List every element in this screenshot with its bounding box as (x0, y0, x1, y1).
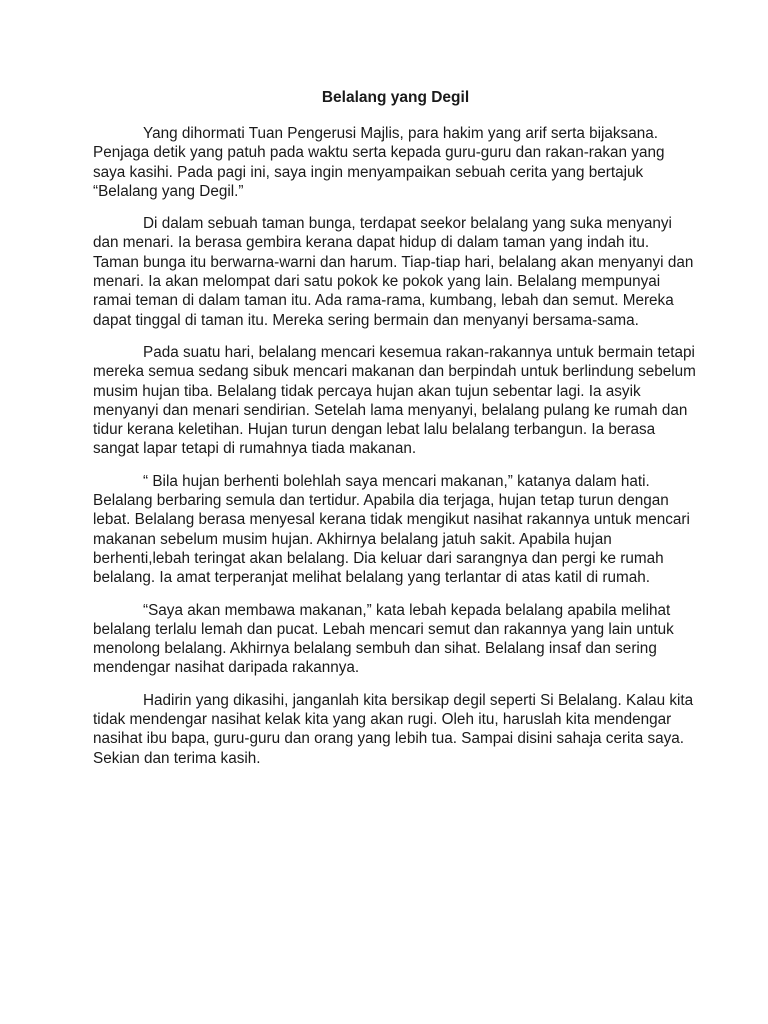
document-title: Belalang yang Degil (321, 89, 470, 106)
paragraph-recovery: “Saya akan membawa makanan,” kata lebah kepada belalang apabila melihat belalang terlalu lemah dan pucat. Lebah mencari semut dan rakannya yang lain untuk menolong belalang. Akhirnya belalang sembuh dan sihat. Belalang insaf dan sering mendengar nasihat daripada rakannya. (93, 601, 674, 677)
paragraph-rain: Pada suatu hari, belalang mencari kesemua rakan-rakannya untuk bermain tetapi mereka semua sedang sibuk mencari makanan dan berpindah untuk berlindung sebelum musim hujan tiba. Belalang tidak percaya hujan akan tujun sebentar lagi. Ia asyik menyanyi dan menari sendirian. Setelah lama menyanyi, belalang pulang ke rumah dan tidur kerana keletihan. Hujan turun dengan lebat lalu belalang terbangun. Ia berasa sangat lapar tetapi di rumahnya tiada makanan. (93, 343, 696, 458)
paragraph-garden: Di dalam sebuah taman bunga, terdapat seekor belalang yang suka menyanyi dan menari. Ia berasa gembira kerana dapat hidup di dalam taman yang indah itu. Taman bunga itu berwarna-warni dan harum. Tiap-tiap hari, belalang akan menyanyi dan menari. Ia akan melompat dari satu pokok ke pokok yang lain. Belalang mempunyai ramai teman di dalam taman itu. Ada rama-rama, kumbang, lebah dan semut. Mereka dapat tinggal di taman itu. Mereka sering bermain dan menyanyi bersama-sama. (93, 215, 694, 329)
paragraph-closing: Hadirin yang dikasihi, janganlah kita bersikap degil seperti Si Belalang. Kalau kita tidak mendengar nasihat kelak kita yang akan rugi. Oleh itu, haruslah kita mendengar nasihat ibu bapa, guru-guru dan orang yang lebih tua. Sampai disini sahaja cerita saya. Sekian dan terima kasih. (93, 691, 694, 767)
paragraph-greeting: Yang dihormati Tuan Pengerusi Majlis, para hakim yang arif serta bijaksana. Penjaga detik yang patuh pada waktu serta kepada guru-guru dan rakan-rakan yang saya kasihi. Pada pagi ini, saya ingin menyampaikan sebuah cerita yang bertajuk “Belalang yang Degil.” (93, 125, 665, 200)
paragraph-regret: “ Bila hujan berhenti bolehlah saya mencari makanan,” katanya dalam hati. Belalang berbaring semula dan tertidur. Apabila dia terjaga, hujan tetap turun dengan lebat. Belalang berasa menyesal kerana tidak mengikut nasihat rakannya untuk mencari makanan sebelum musim hujan. Akhirnya belalang jatuh sakit. Apabila hujan berhenti,lebah teringat akan belalang. Dia keluar dari sarangnya dan pergi ke rumah belalang. Ia amat terperanjat melihat belalang yang terlantar di atas katil di rumah. (93, 472, 690, 587)
